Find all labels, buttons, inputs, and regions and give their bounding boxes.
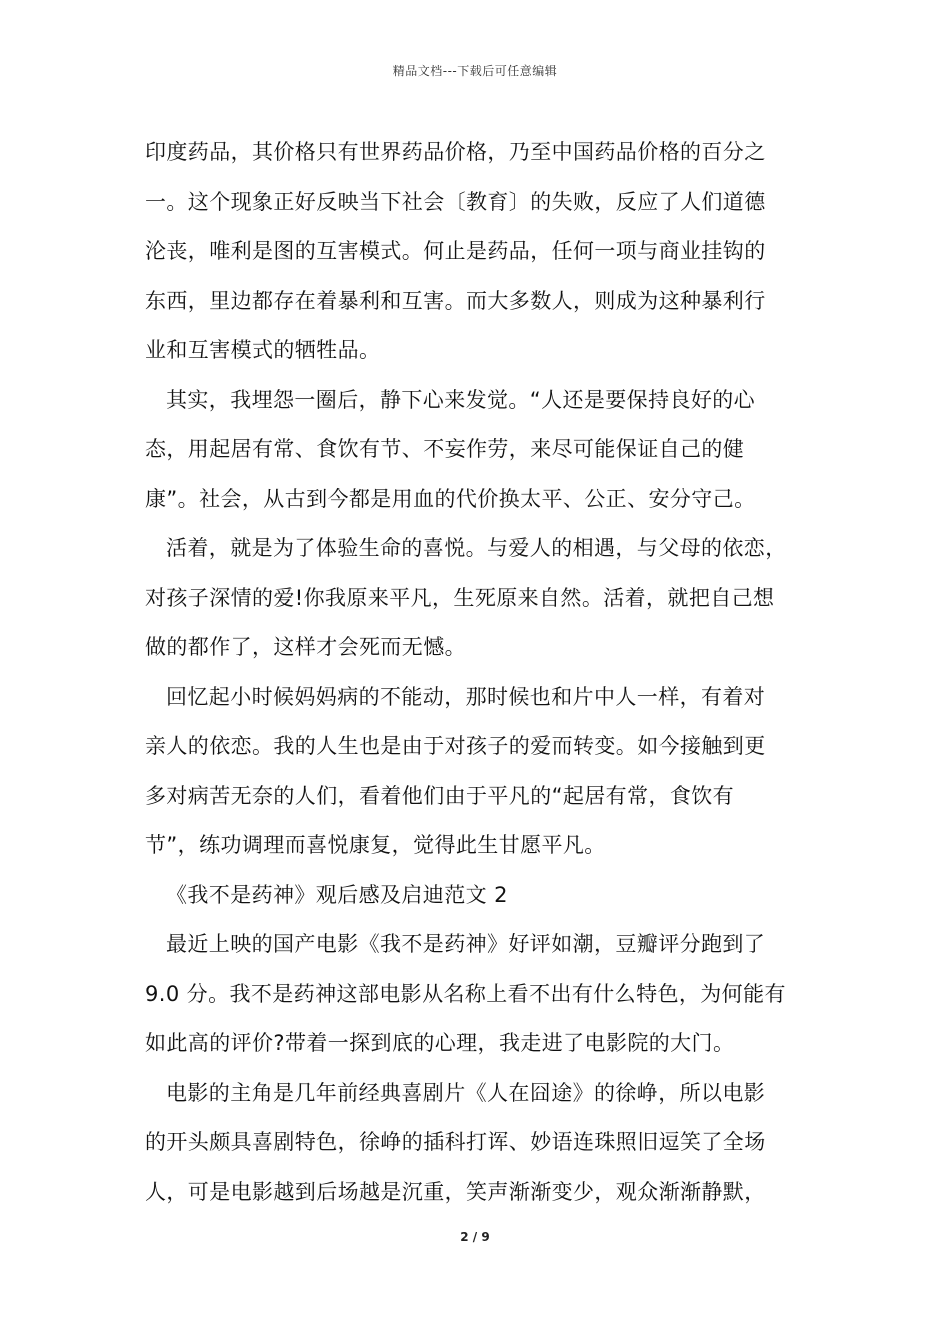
body-line: 印度药品，其价格只有世界药品价格，乃至中国药品价格的百分之	[145, 140, 766, 164]
body-line: 做的都作了，这样才会死而无憾。	[145, 635, 466, 659]
document-body	[145, 128, 810, 1217]
body-line: 的开头颇具喜剧特色，徐峥的插科打诨、妙语连珠照旧逗笑了全场	[145, 1130, 766, 1154]
body-line: 9.0 分。我不是药神这部电影从名称上看不出有什么特色，为何能有	[145, 981, 786, 1006]
paragraph-start-line: 活着，就是为了体验生命的喜悦。与爱人的相遇，与父母的依恋，	[166, 536, 787, 560]
body-line: 一。这个现象正好反映当下社会〔教育〕的失败，反应了人们道德	[145, 189, 766, 214]
body-line: 节”，练功调理而喜悦康复，觉得此生甘愿平凡。	[145, 833, 606, 857]
body-line: 业和互害模式的牺牲品。	[145, 338, 381, 362]
body-line: 多对病苦无奈的人们，看着他们由于平凡的“起居有常，食饮有	[145, 783, 735, 808]
paragraph-start-line: 回忆起小时候妈妈病的不能动，那时候也和片中人一样，有着对	[166, 684, 766, 709]
section-heading: 《我不是药神》观后感及启迪范文 2	[166, 882, 508, 907]
page-header: 精品文档---下载后可任意编辑	[392, 64, 558, 78]
paragraph-start-line: 最近上映的国产电影《我不是药神》好评如潮，豆瓣评分跑到了	[166, 932, 766, 956]
body-line: 态，用起居有常、食饮有节、不妄作劳，来尽可能保证自己的健	[145, 437, 745, 461]
paragraph-start-line: 电影的主角是几年前经典喜剧片《人在囧途》的徐峥，所以电影	[166, 1080, 766, 1105]
paragraph-start-line: 其实，我埋怨一圈后，静下心来发觉。“人还是要保持良好的心	[166, 387, 756, 412]
body-line: 人，可是电影越到后场越是沉重，笑声渐渐变少，观众渐渐静默，	[145, 1179, 766, 1204]
body-line: 如此高的评价?带着一探到底的心理，我走进了电影院的大门。	[145, 1031, 735, 1055]
body-line: 对孩子深情的爱!你我原来平凡，生死原来自然。活着，就把自己想	[145, 585, 775, 610]
page-number: 2 / 9	[460, 1230, 490, 1244]
body-line: 亲人的依恋。我的人生也是由于对孩子的爱而转变。如今接触到更	[145, 734, 766, 758]
body-line: 东西，里边都存在着暴利和互害。而大多数人，则成为这种暴利行	[145, 288, 766, 313]
body-line: 康”。社会，从古到今都是用血的代价换太平、公正、安分守己。	[145, 486, 756, 511]
body-line: 沦丧，唯利是图的互害模式。何止是药品，任何一项与商业挂钩的	[145, 239, 766, 263]
